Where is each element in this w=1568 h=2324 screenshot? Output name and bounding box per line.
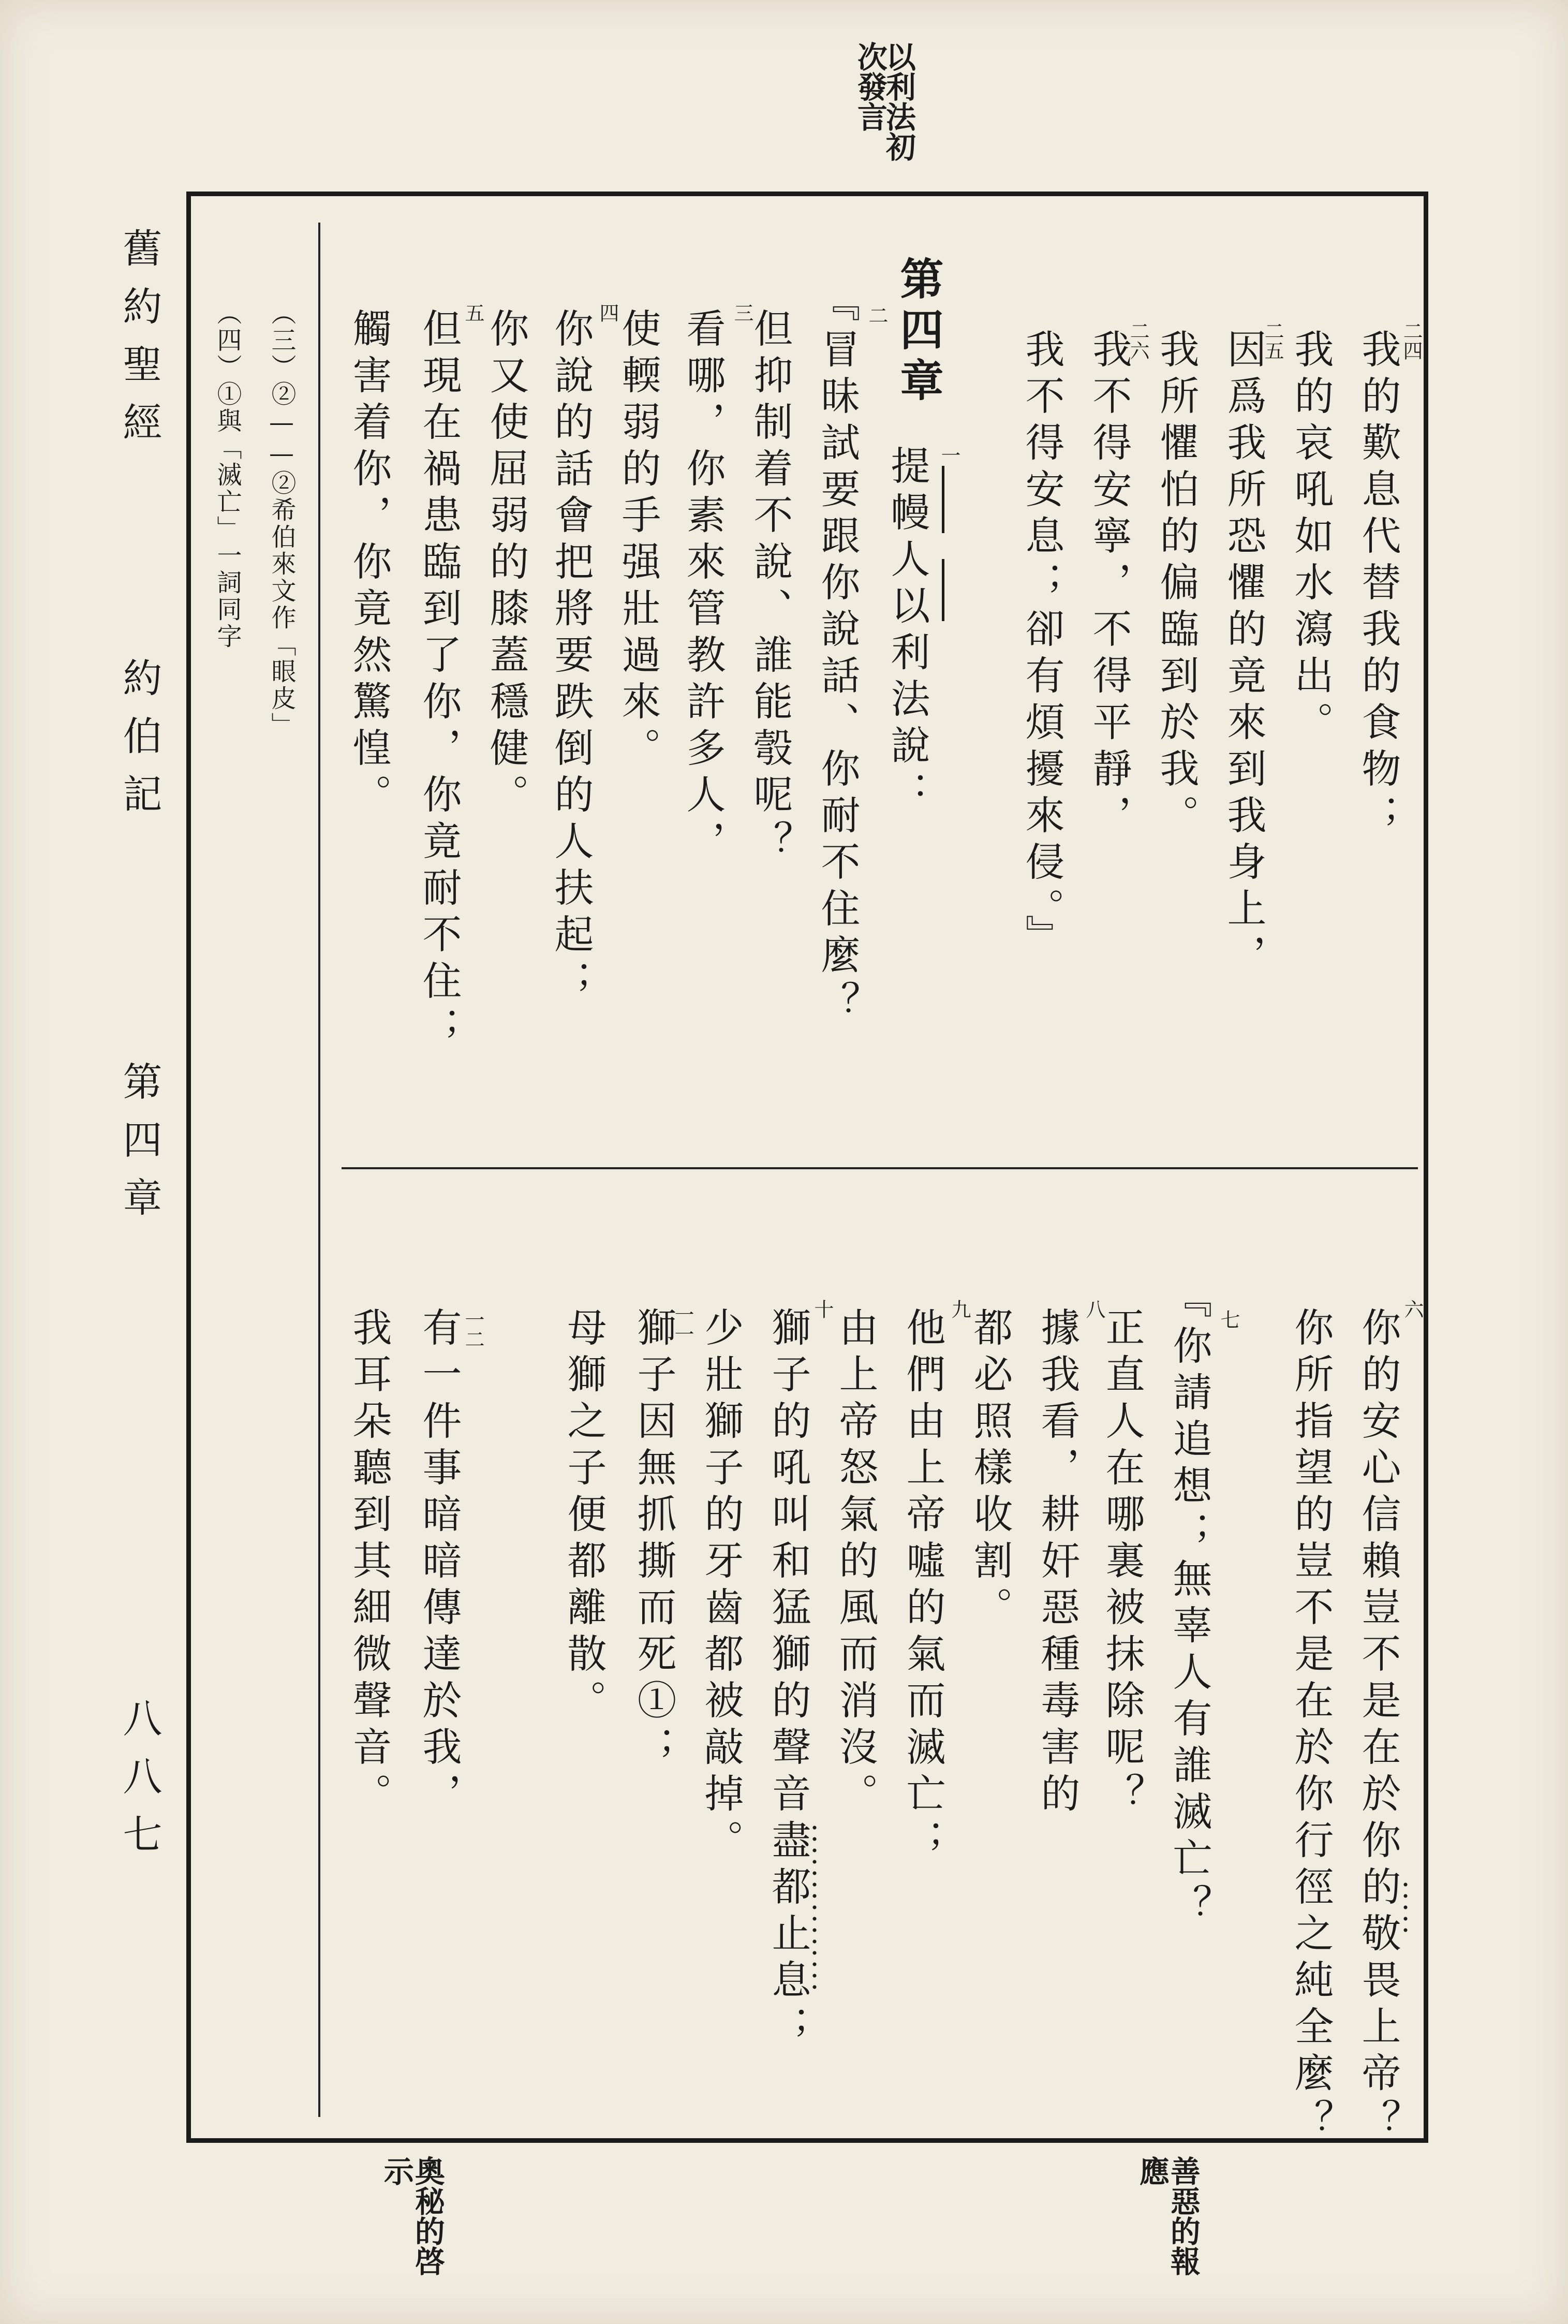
verse-line: 都必照樣收割。: [967, 1307, 1013, 1633]
verse-number: 一: [938, 445, 960, 465]
verse-line: 因爲我所恐懼的竟來到我身上，: [1221, 329, 1267, 981]
verse-number: 二五: [1261, 321, 1284, 360]
verse-number: 六: [1401, 1299, 1424, 1319]
verse-line: 我不得安寧，不得平靜，: [1086, 329, 1132, 841]
verse-number: 十: [811, 1299, 834, 1319]
verse-line: 我的歎息代替我的食物；: [1355, 329, 1401, 841]
chapter-label: 第四章: [116, 1061, 162, 1235]
margin-note-top-line-2: 次發言: [852, 41, 887, 131]
emphasis-dots: [1403, 1879, 1408, 1936]
heading-bar-top: [942, 466, 944, 533]
verse-line: 我耳朵聽到其細微聲音。: [346, 1307, 392, 1819]
footnote: （四）①與「滅亡」一詞同字: [213, 300, 242, 650]
verse-line: 他們由上帝噓的氣而滅亡；: [900, 1307, 946, 1866]
verse-line: 正直人在哪裏被抹除呢？: [1099, 1307, 1145, 1819]
verse-line: 獅子因無抓撕而死①；: [631, 1307, 677, 1773]
verse-number: 四: [596, 303, 619, 322]
verse-number: 八: [1083, 1299, 1105, 1319]
margin-note-bottom-left-line-1: 奧秘的啓: [409, 2156, 445, 2276]
margin-note-bottom-right-line-1: 善惡的報: [1165, 2156, 1201, 2276]
verse-number: 九: [948, 1299, 971, 1319]
footnote: （三）②——②希伯來文作「眼皮」: [267, 300, 296, 739]
verse-line: 『你請追想；無辜人有誰滅亡？: [1166, 1278, 1212, 1931]
verse-number: 一二: [462, 1310, 484, 1349]
verse-line: 觸害着你，你竟然驚惶。: [346, 308, 392, 820]
verse-line: 我所懼怕的偏臨到於我。: [1153, 329, 1200, 841]
verse-number: 二四: [1400, 321, 1423, 360]
verse-number: 一一: [671, 1304, 694, 1344]
margin-note-top-line-1: 以利法初: [880, 41, 916, 161]
book-title: 舊約聖經: [116, 228, 162, 460]
verse-line: 獅子的吼叫和猛獅的聲音盡都止息；: [765, 1307, 811, 2052]
verse-line: 你的安心信賴豈不是在於你的敬畏上帝？: [1355, 1307, 1401, 2145]
book-name: 約伯記: [116, 657, 162, 831]
verse-line: 由上帝怒氣的風而消沒。: [833, 1307, 879, 1819]
verse-line: 母獅之子便都離散。: [561, 1307, 607, 1726]
verse-line: 你又使屈弱的膝蓋穩健。: [483, 308, 529, 820]
verse-number: 二六: [1127, 321, 1149, 360]
verse-line: 『冒昧試要跟你說話、你耐不住麼？: [815, 282, 861, 1027]
verse-line: 你說的話會把將要跌倒的人扶起；: [548, 308, 594, 1007]
verse-line: 有一件事暗暗傳達於我，: [416, 1307, 462, 1819]
verse-number: 五: [462, 303, 484, 322]
verse-line: 使輭弱的手强壯過來。: [615, 308, 661, 774]
verse-line: 你所指望的豈不是在於你行徑之純全麼？: [1288, 1307, 1334, 2145]
heading-bar-bottom: [942, 559, 944, 621]
verse-line: 提幔人以利法說：: [884, 445, 930, 818]
verse-line: 但抑制着不說、誰能彀呢？: [747, 308, 793, 867]
footnote-divider: [318, 223, 320, 2117]
verse-line: 少壯獅子的牙齒都被敲掉。: [698, 1307, 744, 1866]
verse-line: 但現在禍患臨到了你，你竟耐不住；: [416, 308, 462, 1053]
verse-line: 據我看，耕奸惡種毒害的: [1034, 1307, 1081, 1819]
margin-note-bottom-right-line-2: 應: [1134, 2156, 1170, 2186]
verse-number: 二: [865, 305, 888, 325]
verse-number: 七: [1217, 1310, 1240, 1329]
verse-line: 我不得安息；卻有煩擾來侵。』: [1019, 329, 1065, 961]
chapter-heading: 第四章: [893, 256, 944, 408]
margin-note-bottom-left-line-2: 示: [378, 2156, 414, 2186]
verse-line: 我的哀吼如水瀉出。: [1288, 329, 1334, 748]
verse-line: 看哪，你素來管教許多人，: [680, 308, 726, 867]
emphasis-dots: [812, 1822, 817, 1993]
page-number: 八八七: [116, 1698, 162, 1872]
verse-number: 三: [731, 303, 753, 322]
register-divider: [342, 1167, 1418, 1169]
